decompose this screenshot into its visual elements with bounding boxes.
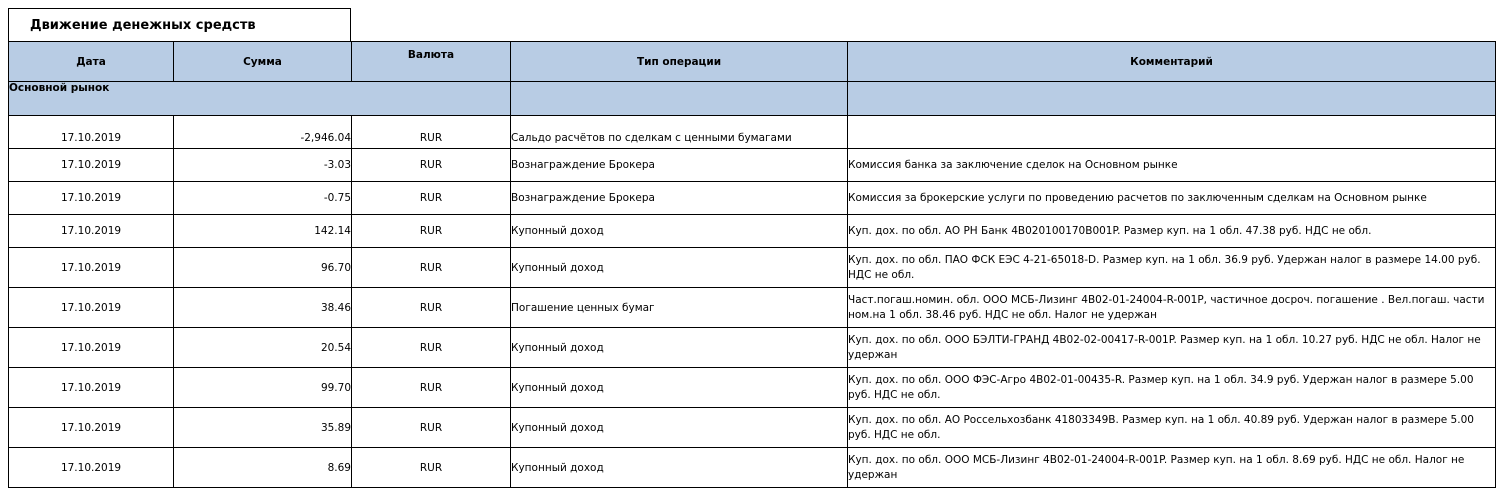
cell-sum: -0.75 [174,182,352,215]
cell-currency: RUR [352,116,511,149]
cell-currency: RUR [352,368,511,408]
cell-currency: RUR [352,215,511,248]
cell-date: 17.10.2019 [9,116,174,149]
cell-date: 17.10.2019 [9,328,174,368]
column-header-comment: Комментарий [848,42,1496,82]
cell-sum: 96.70 [174,248,352,288]
table-row [9,408,1496,448]
column-header-date: Дата [9,42,174,82]
cell-operation-type: Вознаграждение Брокера [511,149,848,182]
table-row [9,448,1496,488]
section-row [9,82,1496,116]
cell-date: 17.10.2019 [9,149,174,182]
column-header-currency: Валюта [352,42,511,82]
table-row [9,149,1496,182]
cell-comment: Част.погаш.номин. обл. ООО МСБ-Лизинг 4B02-01-24004-R-001P, частичное досроч. погашение . Вел.погаш. части ном.на 1 обл. 38.46 руб. НДС не обл. Налог не удержан [848,288,1496,328]
cell-sum: 99.70 [174,368,352,408]
cell-sum: 142.14 [174,215,352,248]
table-row [9,116,1496,149]
report-title: Движение денежных средств [8,8,351,41]
cell-currency: RUR [352,288,511,328]
cell-comment: Куп. дох. по обл. ООО ФЭС-Агро 4B02-01-00435-R. Размер куп. на 1 обл. 34.9 руб. Удержан налог в размере 5.00 руб. НДС не обл. [848,368,1496,408]
cell-operation-type: Сальдо расчётов по сделкам с ценными бумагами [511,116,848,149]
cell-date: 17.10.2019 [9,368,174,408]
table-row [9,328,1496,368]
cell-date: 17.10.2019 [9,215,174,248]
cell-comment: Куп. дох. по обл. АО РН Банк 4B020100170B001P. Размер куп. на 1 обл. 47.38 руб. НДС не обл. [848,215,1496,248]
table-header-row [9,42,1496,82]
cell-operation-type: Купонный доход [511,215,848,248]
column-header-operation-type: Тип операции [511,42,848,82]
cell-date: 17.10.2019 [9,288,174,328]
cell-currency: RUR [352,149,511,182]
cell-currency: RUR [352,448,511,488]
cell-sum: 35.89 [174,408,352,448]
column-header-sum: Сумма [174,42,352,82]
cell-currency: RUR [352,182,511,215]
cell-date: 17.10.2019 [9,448,174,488]
cell-currency: RUR [352,248,511,288]
table-row [9,368,1496,408]
cell-comment: Комиссия банка за заключение сделок на Основном рынке [848,149,1496,182]
cell-sum: 20.54 [174,328,352,368]
cell-date: 17.10.2019 [9,182,174,215]
cell-comment: Комиссия за брокерские услуги по проведению расчетов по заключенным сделкам на Основном рынке [848,182,1496,215]
table-row [9,248,1496,288]
cell-date: 17.10.2019 [9,248,174,288]
cell-operation-type: Вознаграждение Брокера [511,182,848,215]
cell-operation-type: Купонный доход [511,408,848,448]
cell-sum: -2,946.04 [174,116,352,149]
table-row [9,288,1496,328]
section-title: Основной рынок [9,82,511,116]
cell-comment: Куп. дох. по обл. ПАО ФСК ЕЭС 4-21-65018-D. Размер куп. на 1 обл. 36.9 руб. Удержан налог в размере 14.00 руб. НДС не обл. [848,248,1496,288]
cell-currency: RUR [352,408,511,448]
cell-operation-type: Купонный доход [511,328,848,368]
cell-comment: Куп. дох. по обл. АО Россельхозбанк 41803349B. Размер куп. на 1 обл. 40.89 руб. Удержан налог в размере 5.00 руб. НДС не обл. [848,408,1496,448]
cell-sum: -3.03 [174,149,352,182]
cell-operation-type: Купонный доход [511,368,848,408]
cell-operation-type: Купонный доход [511,248,848,288]
table-row [9,215,1496,248]
cell-comment: Куп. дох. по обл. ООО МСБ-Лизинг 4B02-01-24004-R-001P. Размер куп. на 1 обл. 8.69 руб. НДС не обл. Налог не удержан [848,448,1496,488]
cell-sum: 8.69 [174,448,352,488]
cash-flow-table [8,41,1496,488]
cell-operation-type: Погашение ценных бумаг [511,288,848,328]
cell-comment: Куп. дох. по обл. ООО БЭЛТИ-ГРАНД 4B02-02-00417-R-001P. Размер куп. на 1 обл. 10.27 руб. НДС не обл. Налог не удержан [848,328,1496,368]
table-row [9,182,1496,215]
cell-currency: RUR [352,328,511,368]
cell-sum: 38.46 [174,288,352,328]
cell-date: 17.10.2019 [9,408,174,448]
cell-comment [848,116,1496,149]
cell-operation-type: Купонный доход [511,448,848,488]
